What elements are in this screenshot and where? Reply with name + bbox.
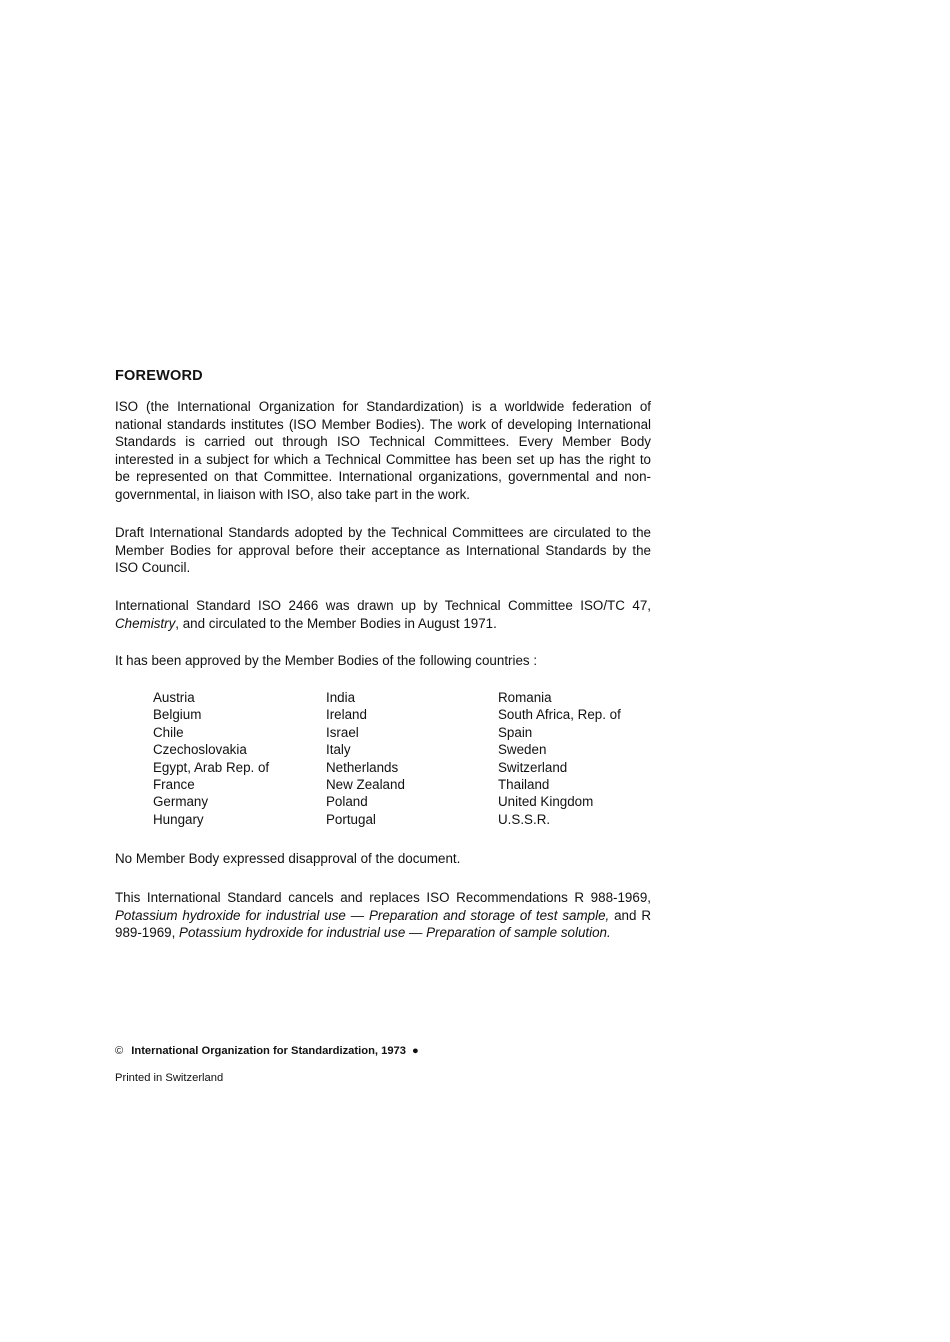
countries-column-2 <box>326 689 405 828</box>
country-item: France <box>153 777 195 793</box>
paragraph-cancels-italic2: Potassium hydroxide for industrial use — Preparation of sample solution. <box>179 925 611 941</box>
country-item: United Kingdom <box>498 794 594 810</box>
countries-column-3 <box>498 689 621 828</box>
paragraph-cancels-part1: This International Standard cancels and replaces ISO Recommendations R 988-1969, <box>115 890 651 905</box>
bullet-icon: ● <box>412 1045 419 1057</box>
country-item: Italy <box>326 742 351 758</box>
country-item: Ireland <box>326 707 367 723</box>
country-item: New Zealand <box>326 777 405 793</box>
paragraph-iso-intro: ISO (the International Organization for Standardization) is a worldwide federation of national standards institutes (ISO Member Bodies). The work of developing International Standards is carried out through ISO Technical Committees. Every Member Body interested in a subject for which a Technical Committee has been set up has the right to be represented on that Committee. International organizations, governmental and non-governmental, in liaison with ISO, also take part in the work. <box>115 399 651 502</box>
paragraph-draft-standards: Draft International Standards adopted by the Technical Committees are circulated to the Member Bodies for approval before their acceptance as International Standards by the ISO Council. <box>115 525 651 576</box>
country-item: Thailand <box>498 777 550 793</box>
country-item: Spain <box>498 724 533 740</box>
countries-column-1 <box>153 689 269 828</box>
paragraph-cancels-replaces <box>115 889 651 942</box>
country-item: Egypt, Arab Rep. of <box>153 759 270 775</box>
country-item: Israel <box>326 724 359 740</box>
paragraph-cancels-italic1: Potassium hydroxide for industrial use — Preparation and storage of test sample, <box>115 907 610 923</box>
paragraph-no-disapproval: No Member Body expressed disapproval of the document. <box>115 851 461 866</box>
country-item: Switzerland <box>498 759 568 775</box>
country-item: Sweden <box>498 742 547 758</box>
foreword-heading: FOREWORD <box>115 368 203 384</box>
paragraph-standard-origin <box>115 597 651 632</box>
printed-in-note: Printed in Switzerland <box>115 1072 224 1084</box>
copyright-text: International Organization for Standardization, 1973 <box>131 1045 407 1057</box>
country-item: India <box>326 690 356 705</box>
paragraph-approval: It has been approved by the Member Bodies of the following countries : <box>115 653 538 668</box>
country-item: U.S.S.R. <box>498 811 551 827</box>
country-item: Belgium <box>153 707 202 723</box>
country-item: Chile <box>153 724 184 740</box>
paragraph-standard-origin-before: International Standard ISO 2466 was drawn up by Technical Committee ISO/TC 47, <box>115 598 651 613</box>
country-item: Netherlands <box>326 759 399 775</box>
country-item: Poland <box>326 794 368 810</box>
country-item: Portugal <box>326 811 376 827</box>
country-item: Romania <box>498 690 552 705</box>
country-item: Czechoslovakia <box>153 742 247 758</box>
paragraph-standard-origin-after: , and circulated to the Member Bodies in August 1971. <box>175 615 497 631</box>
copyright-line <box>115 1045 419 1057</box>
country-item: Austria <box>153 690 195 705</box>
country-item: Hungary <box>153 811 204 827</box>
country-item: South Africa, Rep. of <box>498 707 621 723</box>
country-item: Germany <box>153 794 209 810</box>
paragraph-standard-origin-italic: Chemistry <box>115 615 176 631</box>
paragraph-cancels-part2: and R 989-1969, <box>115 907 651 941</box>
copyright-symbol: © <box>115 1045 124 1057</box>
